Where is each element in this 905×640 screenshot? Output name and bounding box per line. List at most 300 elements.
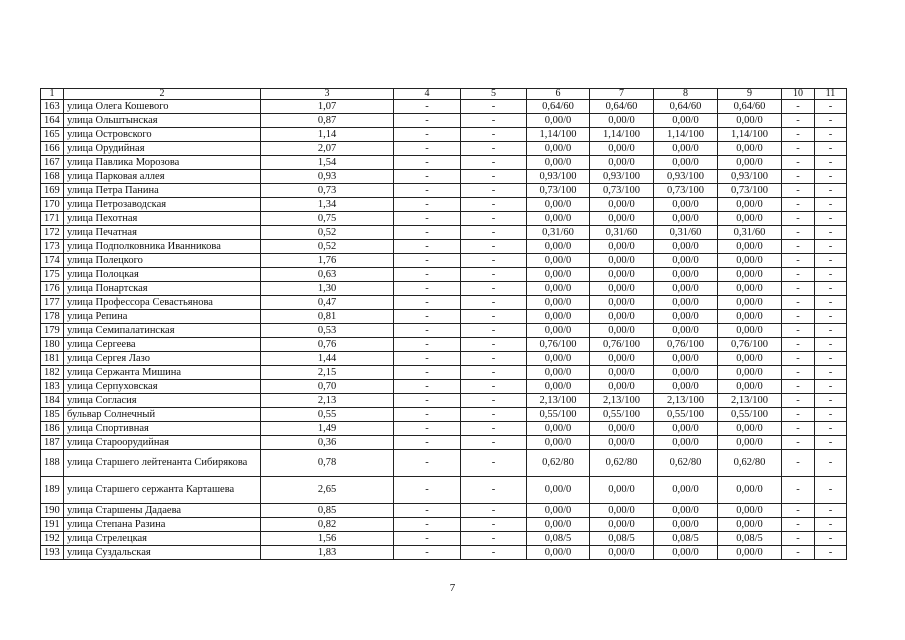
value-cell: -	[782, 366, 815, 380]
table-row	[41, 504, 847, 518]
value-cell: 0,00/0	[718, 436, 782, 450]
value-cell: -	[461, 436, 527, 450]
value-cell: -	[461, 268, 527, 282]
value-cell: -	[815, 240, 847, 254]
value-cell: -	[394, 436, 461, 450]
value-cell: 0,00/0	[527, 282, 590, 296]
table-row	[41, 240, 847, 254]
table-row	[41, 436, 847, 450]
value-cell: -	[394, 380, 461, 394]
value-cell: -	[782, 226, 815, 240]
value-cell: -	[782, 504, 815, 518]
street-name-cell: улица Суздальская	[64, 546, 261, 560]
table-row	[41, 156, 847, 170]
value-cell: -	[461, 366, 527, 380]
row-number-cell: 179	[41, 324, 64, 338]
value-cell: -	[815, 282, 847, 296]
page-number: 7	[449, 582, 456, 594]
value-cell: -	[461, 128, 527, 142]
value-cell: 0,36	[261, 436, 394, 450]
value-cell: -	[394, 114, 461, 128]
value-cell: -	[461, 114, 527, 128]
row-number-cell: 192	[41, 532, 64, 546]
street-name-cell: улица Пехотная	[64, 212, 261, 226]
value-cell: 0,00/0	[718, 518, 782, 532]
value-cell: -	[461, 380, 527, 394]
value-cell: 0,00/0	[527, 477, 590, 504]
column-header: 1	[41, 89, 64, 100]
row-number-cell: 176	[41, 282, 64, 296]
value-cell: 0,00/0	[718, 352, 782, 366]
value-cell: -	[782, 408, 815, 422]
value-cell: -	[782, 296, 815, 310]
row-number-cell: 187	[41, 436, 64, 450]
value-cell: 2,07	[261, 142, 394, 156]
value-cell: 0,00/0	[718, 296, 782, 310]
value-cell: -	[815, 324, 847, 338]
value-cell: 0,00/0	[527, 240, 590, 254]
street-name-cell: улица Стрелецкая	[64, 532, 261, 546]
value-cell: 0,00/0	[654, 352, 718, 366]
value-cell: 0,62/80	[590, 450, 654, 477]
row-number-cell: 178	[41, 310, 64, 324]
value-cell: -	[461, 254, 527, 268]
table-row	[41, 394, 847, 408]
value-cell: -	[461, 198, 527, 212]
value-cell: 0,62/80	[654, 450, 718, 477]
value-cell: -	[394, 296, 461, 310]
value-cell: -	[782, 352, 815, 366]
value-cell: 0,00/0	[527, 268, 590, 282]
value-cell: 0,00/0	[654, 114, 718, 128]
value-cell: 0,00/0	[654, 436, 718, 450]
value-cell: -	[782, 282, 815, 296]
table-row	[41, 450, 847, 477]
row-number-cell: 169	[41, 184, 64, 198]
value-cell: 0,08/5	[718, 532, 782, 546]
value-cell: 0,00/0	[527, 296, 590, 310]
value-cell: -	[461, 226, 527, 240]
value-cell: -	[782, 212, 815, 226]
value-cell: -	[394, 408, 461, 422]
row-number-cell: 191	[41, 518, 64, 532]
table-row	[41, 310, 847, 324]
value-cell: 1,14/100	[527, 128, 590, 142]
row-number-cell: 186	[41, 422, 64, 436]
value-cell: 0,00/0	[718, 324, 782, 338]
value-cell: -	[461, 142, 527, 156]
street-name-cell: улица Староорудийная	[64, 436, 261, 450]
column-header: 5	[461, 89, 527, 100]
value-cell: -	[815, 268, 847, 282]
street-name-cell: бульвар Солнечный	[64, 408, 261, 422]
value-cell: 0,00/0	[527, 366, 590, 380]
value-cell: -	[815, 422, 847, 436]
value-cell: 0,00/0	[718, 268, 782, 282]
value-cell: -	[782, 184, 815, 198]
value-cell: -	[815, 170, 847, 184]
value-cell: -	[461, 324, 527, 338]
table-row	[41, 128, 847, 142]
row-number-cell: 181	[41, 352, 64, 366]
value-cell: 0,00/0	[654, 546, 718, 560]
value-cell: -	[815, 226, 847, 240]
value-cell: 0,64/60	[527, 100, 590, 114]
row-number-cell: 172	[41, 226, 64, 240]
value-cell: -	[394, 366, 461, 380]
value-cell: -	[782, 518, 815, 532]
street-name-cell: улица Репина	[64, 310, 261, 324]
value-cell: 0,00/0	[654, 142, 718, 156]
value-cell: 0,00/0	[718, 240, 782, 254]
value-cell: 2,65	[261, 477, 394, 504]
table-row	[41, 100, 847, 114]
column-header: 4	[394, 89, 461, 100]
value-cell: 0,08/5	[654, 532, 718, 546]
value-cell: 0,70	[261, 380, 394, 394]
value-cell: 0,00/0	[590, 324, 654, 338]
value-cell: -	[394, 268, 461, 282]
value-cell: 0,00/0	[654, 324, 718, 338]
value-cell: 0,00/0	[654, 366, 718, 380]
value-cell: -	[394, 184, 461, 198]
value-cell: 0,53	[261, 324, 394, 338]
table-row	[41, 422, 847, 436]
value-cell: -	[394, 240, 461, 254]
value-cell: -	[394, 142, 461, 156]
value-cell: 1,14/100	[718, 128, 782, 142]
row-number-cell: 168	[41, 170, 64, 184]
value-cell: 0,00/0	[590, 380, 654, 394]
value-cell: 0,76/100	[718, 338, 782, 352]
value-cell: 0,00/0	[590, 504, 654, 518]
value-cell: 2,13/100	[718, 394, 782, 408]
value-cell: 1,14/100	[590, 128, 654, 142]
value-cell: 0,63	[261, 268, 394, 282]
table-row	[41, 366, 847, 380]
value-cell: -	[394, 226, 461, 240]
value-cell: -	[461, 310, 527, 324]
value-cell: 0,00/0	[590, 296, 654, 310]
value-cell: -	[815, 546, 847, 560]
value-cell: -	[782, 338, 815, 352]
table-row	[41, 532, 847, 546]
value-cell: 0,00/0	[654, 380, 718, 394]
value-cell: -	[815, 310, 847, 324]
value-cell: -	[461, 212, 527, 226]
column-header: 8	[654, 89, 718, 100]
value-cell: -	[815, 114, 847, 128]
value-cell: 1,34	[261, 198, 394, 212]
value-cell: 0,00/0	[654, 282, 718, 296]
value-cell: 1,54	[261, 156, 394, 170]
value-cell: 0,00/0	[718, 114, 782, 128]
value-cell: 0,73/100	[654, 184, 718, 198]
table-row	[41, 408, 847, 422]
table-row	[41, 226, 847, 240]
value-cell: -	[461, 422, 527, 436]
value-cell: -	[782, 422, 815, 436]
value-cell: 0,31/60	[527, 226, 590, 240]
column-header: 3	[261, 89, 394, 100]
value-cell: 0,00/0	[590, 198, 654, 212]
value-cell: 0,52	[261, 226, 394, 240]
value-cell: 2,13	[261, 394, 394, 408]
value-cell: 0,00/0	[527, 546, 590, 560]
value-cell: 0,00/0	[654, 254, 718, 268]
value-cell: 1,30	[261, 282, 394, 296]
value-cell: 0,00/0	[654, 268, 718, 282]
street-name-cell: улица Печатная	[64, 226, 261, 240]
table-row	[41, 142, 847, 156]
value-cell: 0,00/0	[590, 422, 654, 436]
value-cell: 0,00/0	[718, 310, 782, 324]
value-cell: 0,00/0	[654, 310, 718, 324]
value-cell: 0,08/5	[527, 532, 590, 546]
value-cell: 0,00/0	[718, 477, 782, 504]
value-cell: -	[394, 532, 461, 546]
row-number-cell: 184	[41, 394, 64, 408]
row-number-cell: 166	[41, 142, 64, 156]
value-cell: 0,73	[261, 184, 394, 198]
value-cell: -	[815, 338, 847, 352]
value-cell: -	[394, 477, 461, 504]
street-name-cell: улица Сержанта Мишина	[64, 366, 261, 380]
value-cell: -	[815, 408, 847, 422]
value-cell: 0,93/100	[590, 170, 654, 184]
value-cell: 0,31/60	[718, 226, 782, 240]
row-number-cell: 188	[41, 450, 64, 477]
value-cell: -	[782, 546, 815, 560]
value-cell: 0,87	[261, 114, 394, 128]
value-cell: 0,00/0	[527, 142, 590, 156]
value-cell: 0,64/60	[590, 100, 654, 114]
street-name-cell: улица Ольштынская	[64, 114, 261, 128]
value-cell: 0,52	[261, 240, 394, 254]
value-cell: 0,00/0	[718, 282, 782, 296]
value-cell: -	[782, 380, 815, 394]
value-cell: 0,73/100	[718, 184, 782, 198]
table-row	[41, 268, 847, 282]
value-cell: -	[782, 436, 815, 450]
value-cell: 0,76/100	[590, 338, 654, 352]
value-cell: 0,76/100	[654, 338, 718, 352]
value-cell: 0,00/0	[718, 546, 782, 560]
value-cell: 0,31/60	[590, 226, 654, 240]
row-number-cell: 171	[41, 212, 64, 226]
value-cell: -	[782, 324, 815, 338]
street-name-cell: улица Полецкого	[64, 254, 261, 268]
value-cell: -	[461, 394, 527, 408]
value-cell: -	[461, 450, 527, 477]
value-cell: -	[394, 324, 461, 338]
value-cell: 0,00/0	[654, 240, 718, 254]
value-cell: 0,93/100	[527, 170, 590, 184]
table-row	[41, 380, 847, 394]
value-cell: 0,00/0	[527, 156, 590, 170]
value-cell: 0,00/0	[527, 504, 590, 518]
value-cell: 0,00/0	[527, 310, 590, 324]
value-cell: 0,00/0	[718, 422, 782, 436]
value-cell: 2,13/100	[590, 394, 654, 408]
value-cell: -	[782, 310, 815, 324]
value-cell: 0,93/100	[718, 170, 782, 184]
value-cell: 0,00/0	[527, 518, 590, 532]
table-row	[41, 198, 847, 212]
value-cell: 0,76	[261, 338, 394, 352]
value-cell: -	[782, 156, 815, 170]
street-name-cell: улица Островского	[64, 128, 261, 142]
value-cell: -	[782, 532, 815, 546]
value-cell: 0,85	[261, 504, 394, 518]
value-cell: 0,00/0	[527, 198, 590, 212]
value-cell: -	[394, 198, 461, 212]
value-cell: -	[782, 477, 815, 504]
value-cell: -	[461, 100, 527, 114]
value-cell: -	[461, 156, 527, 170]
value-cell: 0,00/0	[654, 518, 718, 532]
street-name-cell: улица Спортивная	[64, 422, 261, 436]
street-name-cell: улица Профессора Севастьянова	[64, 296, 261, 310]
value-cell: -	[394, 212, 461, 226]
value-cell: -	[782, 198, 815, 212]
street-name-cell: улица Петра Панина	[64, 184, 261, 198]
row-number-cell: 167	[41, 156, 64, 170]
row-number-cell: 183	[41, 380, 64, 394]
table-row	[41, 170, 847, 184]
value-cell: 1,83	[261, 546, 394, 560]
value-cell: 0,00/0	[654, 296, 718, 310]
value-cell: 2,15	[261, 366, 394, 380]
value-cell: -	[394, 282, 461, 296]
value-cell: 1,07	[261, 100, 394, 114]
value-cell: 1,14/100	[654, 128, 718, 142]
data-table	[40, 88, 847, 560]
value-cell: -	[782, 170, 815, 184]
value-cell: -	[394, 546, 461, 560]
value-cell: -	[815, 212, 847, 226]
value-cell: -	[815, 352, 847, 366]
value-cell: 0,55/100	[527, 408, 590, 422]
column-header: 2	[64, 89, 261, 100]
value-cell: -	[815, 380, 847, 394]
value-cell: 2,13/100	[527, 394, 590, 408]
value-cell: 0,31/60	[654, 226, 718, 240]
street-name-cell: улица Сергеева	[64, 338, 261, 352]
value-cell: 0,55/100	[718, 408, 782, 422]
value-cell: 0,00/0	[590, 240, 654, 254]
value-cell: 1,14	[261, 128, 394, 142]
value-cell: 0,00/0	[718, 380, 782, 394]
value-cell: 0,00/0	[590, 142, 654, 156]
value-cell: -	[815, 477, 847, 504]
value-cell: -	[782, 254, 815, 268]
table-row	[41, 477, 847, 504]
table-row	[41, 184, 847, 198]
row-number-cell: 175	[41, 268, 64, 282]
value-cell: 0,00/0	[654, 422, 718, 436]
value-cell: -	[394, 352, 461, 366]
table-row	[41, 212, 847, 226]
street-name-cell: улица Степана Разина	[64, 518, 261, 532]
table-row	[41, 352, 847, 366]
value-cell: -	[815, 532, 847, 546]
value-cell: 0,73/100	[527, 184, 590, 198]
value-cell: -	[782, 142, 815, 156]
value-cell: -	[461, 352, 527, 366]
value-cell: 0,00/0	[590, 156, 654, 170]
row-number-cell: 164	[41, 114, 64, 128]
value-cell: -	[782, 240, 815, 254]
value-cell: -	[815, 198, 847, 212]
value-cell: -	[394, 518, 461, 532]
street-name-cell: улица Семипалатинская	[64, 324, 261, 338]
value-cell: 0,00/0	[527, 380, 590, 394]
value-cell: -	[394, 394, 461, 408]
value-cell: 0,64/60	[654, 100, 718, 114]
row-number-cell: 177	[41, 296, 64, 310]
value-cell: -	[815, 450, 847, 477]
value-cell: 0,00/0	[654, 504, 718, 518]
value-cell: -	[461, 296, 527, 310]
value-cell: 0,00/0	[718, 212, 782, 226]
value-cell: 0,00/0	[590, 477, 654, 504]
street-name-cell: улица Парковая аллея	[64, 170, 261, 184]
value-cell: 0,55/100	[590, 408, 654, 422]
value-cell: 0,00/0	[527, 324, 590, 338]
value-cell: 1,44	[261, 352, 394, 366]
value-cell: -	[461, 338, 527, 352]
value-cell: 0,64/60	[718, 100, 782, 114]
value-cell: -	[461, 546, 527, 560]
value-cell: 0,00/0	[718, 504, 782, 518]
value-cell: 0,93	[261, 170, 394, 184]
value-cell: -	[394, 338, 461, 352]
value-cell: 0,00/0	[590, 212, 654, 226]
value-cell: 0,62/80	[718, 450, 782, 477]
value-cell: 0,00/0	[527, 352, 590, 366]
street-name-cell: улица Орудийная	[64, 142, 261, 156]
value-cell: 0,00/0	[527, 114, 590, 128]
value-cell: 1,56	[261, 532, 394, 546]
value-cell: -	[461, 240, 527, 254]
value-cell: -	[461, 282, 527, 296]
table-header-row	[41, 89, 847, 100]
row-number-cell: 190	[41, 504, 64, 518]
row-number-cell: 193	[41, 546, 64, 560]
value-cell: -	[815, 296, 847, 310]
row-number-cell: 174	[41, 254, 64, 268]
table-row	[41, 254, 847, 268]
value-cell: 0,76/100	[527, 338, 590, 352]
value-cell: -	[394, 128, 461, 142]
value-cell: -	[782, 128, 815, 142]
row-number-cell: 189	[41, 477, 64, 504]
value-cell: 0,47	[261, 296, 394, 310]
value-cell: 0,00/0	[527, 422, 590, 436]
value-cell: 0,78	[261, 450, 394, 477]
value-cell: 0,00/0	[718, 198, 782, 212]
value-cell: -	[815, 394, 847, 408]
column-header: 11	[815, 89, 847, 100]
value-cell: 0,00/0	[590, 114, 654, 128]
value-cell: -	[815, 366, 847, 380]
value-cell: 0,00/0	[654, 156, 718, 170]
column-header: 10	[782, 89, 815, 100]
value-cell: -	[815, 518, 847, 532]
row-number-cell: 165	[41, 128, 64, 142]
table-row	[41, 518, 847, 532]
